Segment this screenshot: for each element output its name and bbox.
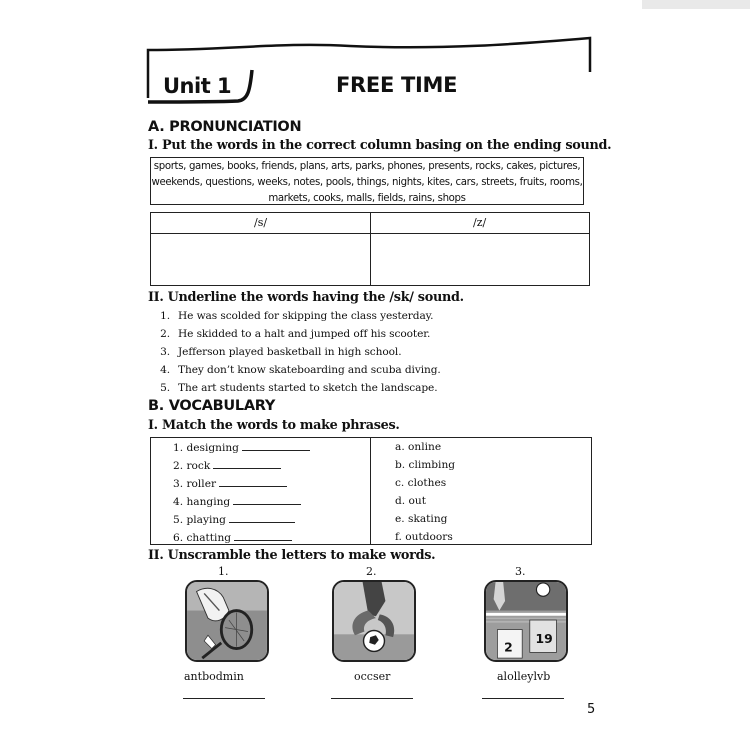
top-edge-strip (642, 0, 750, 9)
word-bank-line: sports, games, books, friends, plans, arts, parks, phones, presents, rocks, cakes, pictures, (153, 161, 581, 172)
instruction-ending-sound: I. Put the words in the correct column basing on the ending sound. (148, 138, 612, 153)
unit-label: Unit 1 (163, 74, 232, 98)
volleyball-photo-icon (486, 582, 566, 660)
jersey-number: 2 (504, 640, 513, 655)
answer-line[interactable] (331, 698, 413, 699)
jersey-number: 19 (535, 631, 553, 646)
word-bank-box (150, 157, 584, 205)
section-pronunciation-heading: A. PRONUNCIATION (148, 119, 302, 135)
answer-line[interactable] (482, 698, 564, 699)
soccer-photo-icon (334, 582, 414, 660)
scrambled-word: antbodmin (184, 670, 244, 683)
answer-cell-s[interactable] (152, 234, 369, 285)
column-header-z: /z/ (473, 216, 487, 229)
sound-columns-table (150, 212, 590, 286)
answer-blank[interactable] (219, 477, 287, 487)
badminton-photo (185, 580, 269, 662)
answer-blank[interactable] (229, 513, 295, 523)
picture-number: 1. (218, 565, 229, 578)
sentence-item: 3. Jefferson played basketball in high school. (160, 346, 402, 358)
answer-line[interactable] (183, 698, 265, 699)
sentence-item: 4. They don’t know skateboarding and scuba diving. (160, 364, 441, 376)
instruction-sk-sound: II. Underline the words having the /sk/ sound. (148, 290, 464, 305)
word-bank-line: weekends, questions, weeks, notes, pools, things, nights, kites, cars, streets, fruits, rooms, (151, 177, 583, 188)
column-header-s: /s/ (254, 216, 268, 229)
instruction-match: I. Match the words to make phrases. (148, 418, 400, 433)
sentence-item: 5. The art students started to sketch the landscape. (160, 382, 438, 394)
instruction-unscramble: II. Unscramble the letters to make words. (148, 548, 436, 563)
answer-blank[interactable] (213, 459, 281, 469)
match-left-item: 4. hanging (173, 495, 301, 508)
match-right-item: a. online (395, 441, 442, 453)
word-bank-line: markets, cooks, malls, fields, rains, shops (268, 193, 466, 204)
volleyball-photo (484, 580, 568, 662)
picture-number: 3. (515, 565, 526, 578)
answer-blank[interactable] (233, 495, 301, 505)
page-number: 5 (587, 702, 596, 717)
page-title: FREE TIME (336, 73, 458, 97)
scrambled-word: occser (354, 670, 391, 683)
answer-cell-z[interactable] (372, 234, 589, 285)
sentence-item: 2. He skidded to a halt and jumped off his scooter. (160, 328, 431, 340)
match-left-item: 1. designing (173, 441, 310, 454)
match-right-item: e. skating (395, 513, 448, 525)
section-vocabulary-heading: B. VOCABULARY (148, 398, 276, 414)
answer-blank[interactable] (234, 531, 292, 541)
soccer-photo (332, 580, 416, 662)
match-right-item: c. clothes (395, 477, 447, 489)
match-left-item: 2. rock (173, 459, 281, 472)
match-right-item: d. out (395, 495, 426, 507)
match-right-item: f. outdoors (395, 531, 453, 543)
match-left-item: 5. playing (173, 513, 295, 526)
picture-number: 2. (366, 565, 377, 578)
match-left-item: 3. roller (173, 477, 287, 490)
badminton-photo-icon (187, 582, 267, 660)
sentence-item: 1. He was scolded for skipping the class yesterday. (160, 310, 434, 322)
answer-blank[interactable] (242, 441, 310, 451)
scrambled-word: alolleylvb (497, 670, 551, 683)
match-right-item: b. climbing (395, 459, 456, 471)
match-left-item: 6. chatting (173, 531, 292, 544)
